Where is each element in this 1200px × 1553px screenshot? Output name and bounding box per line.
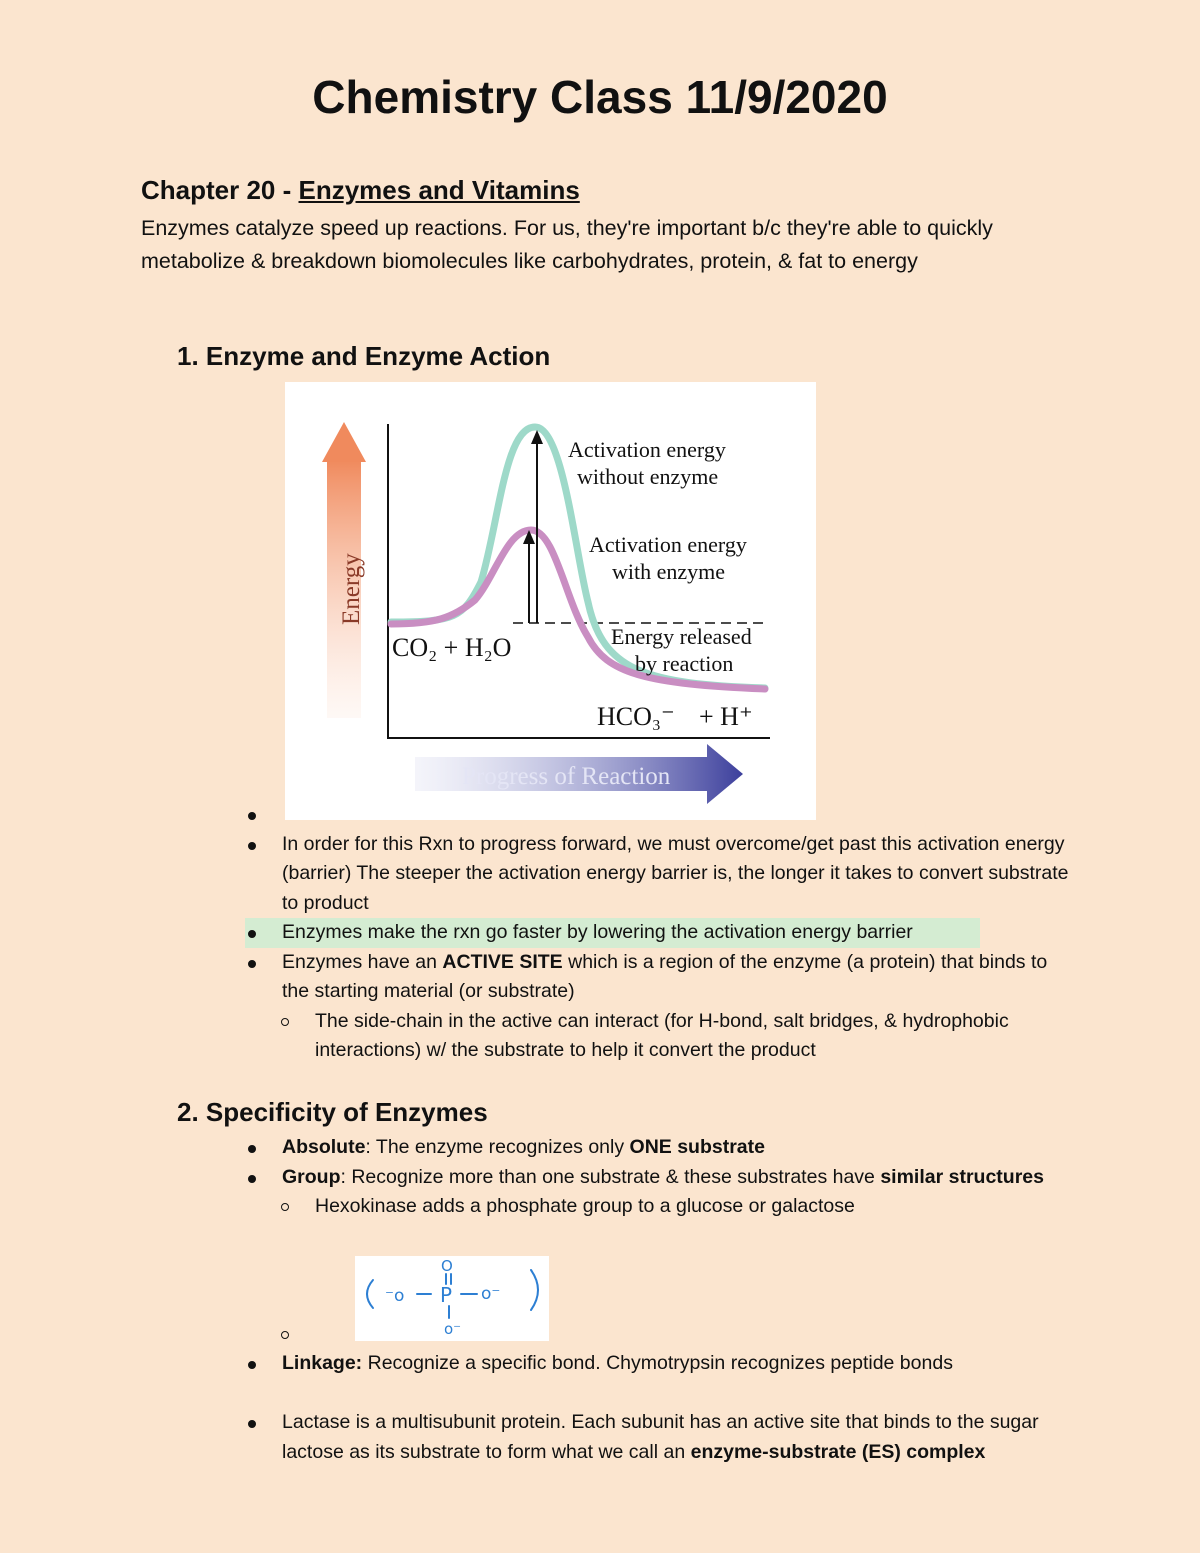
specificity-list-lactase — [245, 1408, 1075, 1467]
section-heading-specificity: 2. Specificity of Enzymes — [177, 1097, 488, 1127]
right-bracket — [531, 1270, 538, 1310]
group-bold: similar structures — [880, 1165, 1044, 1188]
active-site-term: ACTIVE SITE — [442, 950, 563, 973]
section-heading-enzyme-action: 1. Enzyme and Enzyme Action — [177, 341, 551, 371]
sub-list-item-hexokinase — [245, 1192, 1075, 1222]
chapter-heading — [141, 175, 580, 206]
label-with-line2: with enzyme — [612, 559, 726, 584]
label-with-line1: Activation energy — [589, 532, 747, 557]
x-axis-label: Progress of Reaction — [462, 763, 671, 790]
reactants-label: CO₂ + H₂O — [392, 633, 512, 662]
label-released-line1: Energy released — [611, 624, 752, 649]
page-title: Chemistry Class 11/9/2020 — [312, 71, 888, 123]
absolute-text: : The enzyme recognizes only — [365, 1136, 630, 1158]
bullet-text: Enzymes have an — [282, 950, 443, 973]
label-released-line2: by reaction — [635, 651, 734, 676]
energy-diagram — [285, 382, 816, 820]
products-label: HCO₃⁻ — [597, 702, 675, 731]
products-plus-label: + H⁺ — [699, 702, 753, 731]
label-without-line1: Activation energy — [568, 437, 726, 462]
list-item — [245, 948, 1075, 1007]
list-item — [245, 830, 1075, 919]
linkage-text: Recognize a specific bond. Chymotrypsin recognizes peptide bonds — [362, 1352, 953, 1374]
y-axis-label: Energy — [338, 553, 365, 625]
list-item-group — [245, 1163, 1075, 1193]
list-item-linkage — [245, 1349, 1075, 1379]
bullet-text: Enzymes make the rxn go faster by lowering the activation energy barrier — [282, 921, 913, 943]
hexokinase-text: Hexokinase adds a phosphate group to a glucose or galactose — [315, 1195, 855, 1217]
bullet-text: which is a region of the enzyme (a protein) that binds to the starting material (or substrate) — [282, 950, 1048, 1002]
o-top: O — [441, 1257, 453, 1275]
list-item-highlighted — [245, 918, 980, 948]
chapter-intro: Enzymes catalyze speed up reactions. For us, they're important b/c they're able to quickly metabolize & breakdown biomolecules like carbohydrates, protein, & fat to energy — [141, 216, 993, 273]
absolute-bold: ONE substrate — [629, 1136, 765, 1158]
specificity-list-empty — [245, 1320, 1075, 1350]
lactase-text: Lactase is a multisubunit protein. Each subunit has an active site that binds to the sugar lactose as its substrate to form what we call an — [282, 1411, 1039, 1463]
sub-list-item — [245, 1007, 1075, 1066]
energy-arrow-head — [322, 422, 366, 462]
sub-list-item-empty — [245, 1320, 1075, 1350]
label-without-line2: without enzyme — [577, 464, 719, 489]
specificity-list-linkage — [245, 1349, 1075, 1379]
group-label: Group — [282, 1165, 341, 1188]
o-right: o⁻ — [481, 1284, 501, 1304]
chapter-topic: Enzymes and Vitamins — [298, 175, 580, 205]
linkage-label: Linkage: — [282, 1352, 363, 1374]
list-item-absolute — [245, 1133, 1075, 1163]
specificity-list-top — [245, 1133, 1075, 1222]
chapter-prefix: Chapter 20 - — [141, 175, 299, 205]
enzyme-action-list — [245, 800, 1075, 1066]
list-item-empty — [245, 800, 1075, 830]
bullet-text: In order for this Rxn to progress forward, we must overcome/get past this activation energy (barrier) The steeper the activation energy barrier is, the longer it takes to convert substrate to product — [282, 832, 1069, 914]
activation-energy-figure — [285, 382, 816, 820]
p-atom: P — [440, 1283, 453, 1307]
es-complex-term: enzyme-substrate (ES) complex — [690, 1440, 986, 1463]
group-text: : Recognize more than one substrate & these substrates have — [340, 1165, 881, 1188]
o-left: ⁻o — [385, 1286, 405, 1306]
sub-bullet-text: The side-chain in the active can interact (for H-bond, salt bridges, & hydrophobic interactions) w/ the substrate to help it convert the product — [315, 1009, 1009, 1061]
absolute-label: Absolute — [282, 1136, 366, 1158]
list-item-lactase — [245, 1408, 1075, 1467]
o-bottom: o⁻ — [444, 1320, 462, 1338]
left-bracket — [367, 1280, 373, 1308]
